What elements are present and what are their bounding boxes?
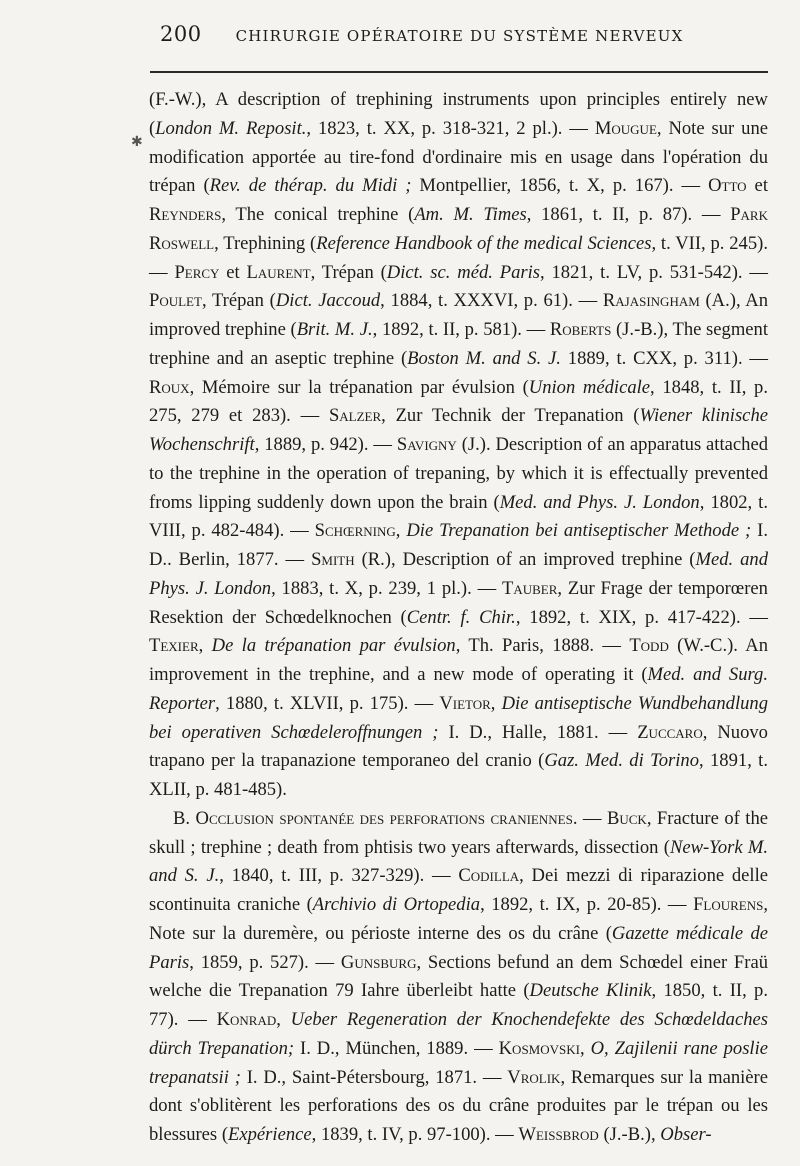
author-name: Park Roswell — [149, 204, 768, 254]
journal-title: Brit. M. J. — [296, 319, 373, 340]
text-run: I. D., Halle, 1881. — — [438, 721, 638, 743]
journal-title: Archivio di Ortopedia — [312, 894, 481, 915]
author-name: Roux — [149, 376, 190, 398]
text-run: , Nuovo trapano per la trapanazione temporaneo del cranio ( — [149, 721, 768, 772]
author-name: Vietor — [439, 692, 491, 714]
text-run: (W.-C.). An improvement in the trephine, and a new mode of operating it ( — [149, 635, 768, 685]
author-name: Occlusion spontanée des perforations craniennes — [195, 807, 573, 829]
journal-title: Die antiseptische Wundbehandlung bei operativen Schœdeleroffnungen ; — [149, 692, 768, 743]
author-name: Salzer — [328, 405, 382, 427]
journal-title: Gazette médicale de Paris — [149, 922, 768, 973]
journal-title: Dict. sc. méd. Paris — [386, 261, 541, 283]
text-run: , — [490, 692, 502, 714]
journal-title: Obser- — [660, 1124, 712, 1145]
text-run: , 1892, t. XIX, p. 417-422). — — [515, 606, 768, 628]
text-run: , 1883, t. X, p. 239, 1 pl.). — — [271, 577, 502, 599]
text-run: , t. VII, p. 245). — — [149, 232, 768, 283]
journal-title: Am. M. Times — [414, 204, 527, 225]
running-title: CHIRURGIE OPÉRATOIRE DU SYSTÈME NERVEUX — [235, 27, 684, 45]
text-run: , 1840, t. III, p. 327-329). — — [219, 865, 459, 887]
text-run: , Trépan ( — [201, 290, 276, 312]
journal-title: Expérience — [228, 1124, 312, 1145]
author-name: Gunsburg — [340, 951, 417, 973]
text-run: , 1823, t. XX, p. 318-321, 2 pl.). — — [306, 117, 595, 139]
journal-title: Centr. f. Chir. — [406, 606, 516, 628]
text-run: I. D., München, 1889. — — [294, 1037, 499, 1059]
text-run: et — [219, 261, 247, 283]
header-rule — [150, 71, 768, 73]
author-name: Poulet — [149, 290, 202, 312]
journal-title: New-York M. and S. J. — [149, 836, 768, 887]
page-body — [149, 86, 768, 1150]
text-run: , 1892, t. II, p. 581). — — [372, 319, 550, 340]
journal-title: Gaz. Med. di Torino — [544, 750, 700, 772]
text-run: , — [276, 1009, 291, 1030]
bibliography-paragraph-2 — [149, 805, 768, 1150]
text-run: , 1802, t. VIII, p. 482-484). — — [149, 491, 768, 542]
text-run: Montpellier, 1856, t. X, p. 167). — — [411, 175, 709, 197]
page-number: 200 — [160, 22, 202, 46]
text-run: , 1859, p. 527). — — [189, 951, 341, 973]
text-run: et — [746, 175, 768, 197]
text-run: . — — [572, 807, 607, 829]
author-name: Flourens — [693, 894, 764, 915]
text-run: (J.-B.), — [598, 1124, 661, 1145]
text-run: , 1884, t. XXXVI, p. 61). — — [380, 290, 603, 312]
author-name: Schœrning — [314, 520, 396, 542]
text-run: (J.). Description of an apparatus attached to the trephine in the operation of trepaning, by which it is effectually prevented froms lipping suddenly down upon the brain ( — [149, 434, 768, 513]
text-run: (F.-W.), A description of trephining instruments upon principles entirely new ( — [149, 89, 768, 139]
text-run: , Zur Frage der temporœren Resektion der Schœdelknochen ( — [149, 577, 768, 628]
margin-mark: ✱ — [131, 134, 143, 150]
author-name: Rajasingham — [602, 290, 700, 312]
journal-title: Reference Handbook of the medical Sciences — [316, 232, 652, 254]
author-name: Buck — [606, 807, 647, 829]
text-run: , 1880, t. XLVII, p. 175). — — [215, 692, 440, 714]
author-name: Savigny — [396, 434, 457, 455]
author-name: Todd — [629, 635, 669, 657]
text-run: , Remarques sur la manière dont s'oblitèrent les perforations des os du crâne produites par le trépan ou les blessures ( — [149, 1066, 769, 1145]
text-run: B. — [173, 807, 196, 829]
journal-title: O, Zajilenii rane poslie trepanatsii ; — [149, 1037, 769, 1088]
journal-title: Ueber Regeneration der Knochendefekte des Schœdeldaches dürch Trepanation; — [149, 1009, 769, 1059]
journal-title: Boston M. and S. J. — [407, 347, 561, 369]
text-run: , 1839, t. IV, p. 97-100). — — [311, 1124, 519, 1145]
text-run: , 1821, t. LV, p. 531-542). — — [540, 261, 768, 283]
author-name: Mougue — [594, 117, 657, 139]
journal-title: Dict. Jaccoud — [275, 290, 381, 312]
text-run: , Note sur la duremère, ou périoste interne des os du crâne ( — [149, 894, 769, 944]
author-name: Vrolik — [507, 1066, 561, 1088]
text-run: I. D., Saint-Pétersbourg, 1871. — — [240, 1066, 508, 1088]
text-run: , 1892, t. IX, p. 20-85). — — [480, 894, 694, 915]
text-run: , Sections befund an dem Schœdel einer Fraü welche die Trepanation 79 Iahre überleibt hatte ( — [149, 951, 768, 1002]
text-run: (J.-B.), The segment trephine and an aseptic trephine ( — [149, 319, 769, 369]
text-run: , 1891, t. XLII, p. 481-485). — [149, 750, 768, 800]
text-run: , Th. Paris, 1888. — — [455, 635, 630, 657]
text-run: , — [395, 520, 407, 542]
author-name: Texier — [149, 635, 199, 657]
author-name: Reynders — [149, 204, 222, 225]
author-name: Codilla — [458, 865, 520, 887]
text-run: I. D.. Berlin, 1877. — — [149, 520, 769, 570]
journal-title: Wiener klinische Wochenschrift — [149, 405, 768, 455]
author-name: Weissbrod — [518, 1124, 599, 1145]
author-name: Roberts — [549, 319, 612, 340]
text-run: , 1889, p. 942). — — [254, 434, 397, 455]
author-name: Konrad — [216, 1009, 277, 1030]
text-run: , 1861, t. II, p. 87). — — [526, 204, 731, 225]
journal-title: De la trépanation par évulsion — [211, 635, 456, 657]
journal-title: Rev. de thérap. du Midi ; — [209, 175, 412, 197]
bibliography-paragraph-1 — [149, 86, 768, 805]
journal-title: Med. and Phys. J. London — [499, 491, 700, 513]
page-header — [160, 22, 780, 46]
journal-title: Union médicale — [528, 376, 651, 398]
author-name: Tauber — [501, 577, 558, 599]
journal-title: Deutsche Klinik — [529, 980, 652, 1002]
text-run: 1889, t. CXX, p. 311). — — [560, 347, 769, 369]
text-run: , Fracture of the skull ; trephine ; death from phtisis two years afterwards, dissection ( — [149, 807, 768, 858]
author-name: Kosmovski — [498, 1037, 580, 1059]
author-name: Laurent — [246, 261, 311, 283]
text-run: , Trépan ( — [310, 261, 387, 283]
text-run: , The conical trephine ( — [221, 204, 415, 225]
text-run: , Zur Technik der Trepanation ( — [381, 405, 640, 427]
text-run: , Mémoire sur la trépanation par évulsion ( — [189, 376, 529, 398]
author-name: Smith — [311, 549, 355, 570]
text-run: , Note sur une modification apportée au tire-fond d'ordinaire mis en usage dans l'opération du trépan ( — [149, 117, 768, 197]
text-run: , Trephining ( — [214, 232, 317, 254]
author-name: Otto — [708, 175, 747, 197]
author-name: Zuccaro — [637, 721, 703, 743]
text-run: , 1848, t. II, p. 275, 279 et 283). — — [149, 376, 768, 427]
author-name: Percy — [174, 261, 220, 283]
text-run: (R.), Description of an improved trephine ( — [354, 549, 696, 570]
text-run: (A.), An improved trephine ( — [149, 290, 768, 340]
journal-title: London M. Reposit. — [155, 117, 307, 139]
text-run: , — [579, 1037, 591, 1059]
journal-title: Med. and Surg. Reporter — [149, 664, 768, 714]
journal-title: Die Trepanation bei antiseptischer Methode ; — [406, 520, 752, 542]
text-run: , — [198, 635, 212, 657]
journal-title: Med. and Phys. J. London — [149, 549, 768, 599]
text-run: , 1850, t. II, p. 77). — — [149, 980, 769, 1030]
text-run: , Dei mezzi di riparazione delle scontinuita craniche ( — [149, 865, 768, 915]
